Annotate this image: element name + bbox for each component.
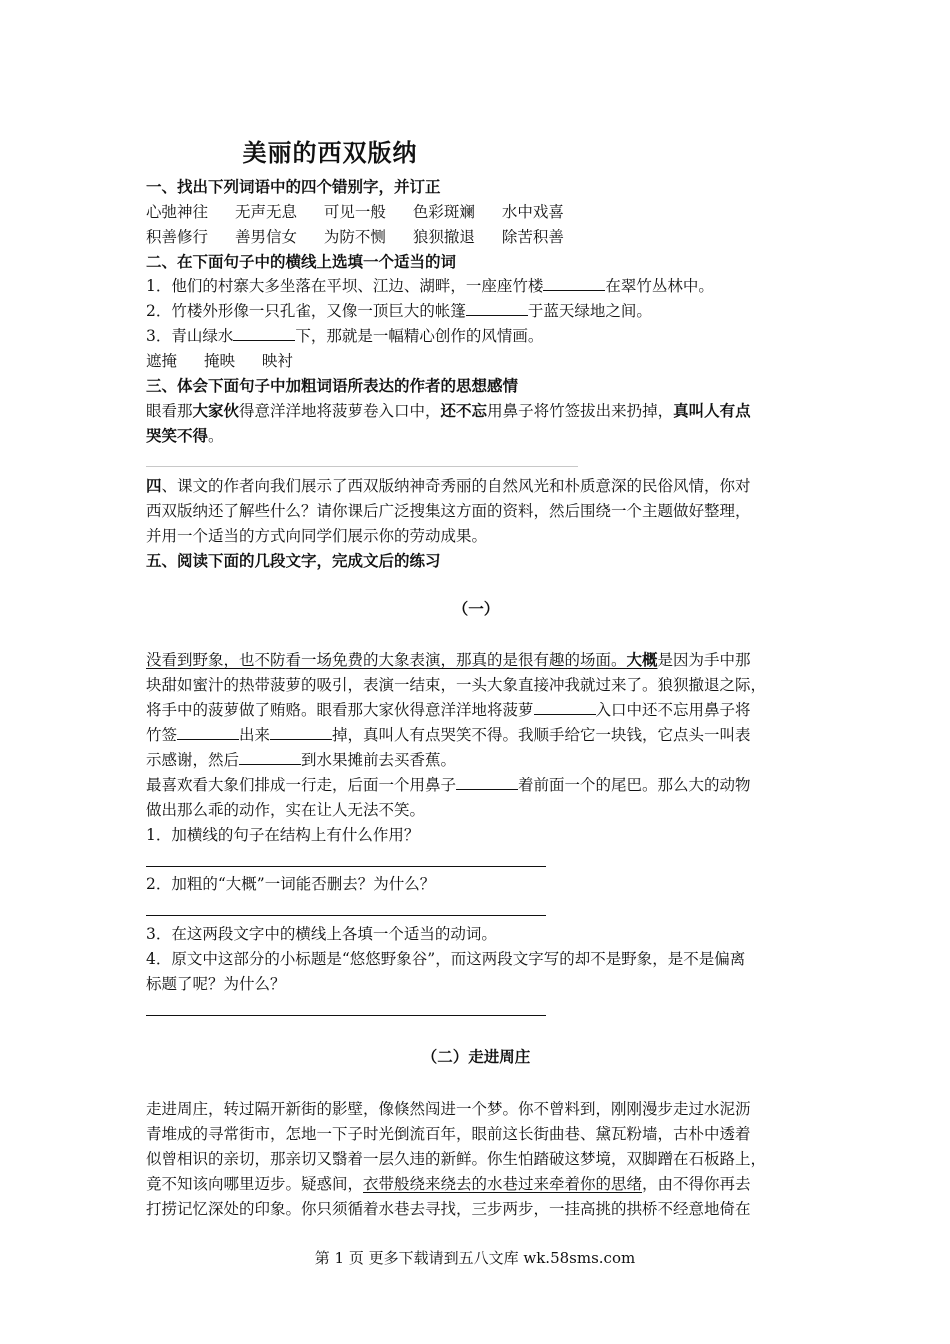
- word: 为防不恻: [323, 228, 386, 246]
- bold-word: 大概: [626, 650, 658, 669]
- passage-line: 做出那么乖的动作，实在让人无法不笑。: [146, 801, 426, 819]
- text: 着前面一个的尾巴。那么大的动物: [518, 776, 751, 794]
- word: 狼狈撤退: [412, 228, 475, 246]
- question-line: [146, 276, 714, 296]
- section-4-line: [146, 476, 751, 496]
- text: 出来: [239, 726, 271, 744]
- page-footer: 第 1 页 更多下载请到五八文库 wk.58sms.com: [314, 1249, 636, 1267]
- part-2-title: （二）走进周庄: [421, 1047, 531, 1066]
- section-4-line: 并用一个适当的方式向同学们展示你的劳动成果。: [146, 527, 488, 545]
- word: 可见一般: [323, 203, 386, 221]
- question-text: 于蓝天绿地之间。: [527, 302, 652, 320]
- passage-line: [146, 650, 751, 670]
- question-4-cont: 标题了呢？为什么？: [146, 975, 286, 993]
- passage-line: 青堆成的寻常街市，怎地一下子时光倒流百年，眼前这长街曲巷、黛瓦粉墙，古朴中透着: [146, 1125, 751, 1143]
- question-line: [146, 301, 652, 321]
- word: 无声无息: [234, 203, 297, 221]
- passage-line: [146, 401, 751, 421]
- bold-word: 哭笑不得: [146, 426, 209, 445]
- text: 到水果摊前去买香蕉。: [301, 751, 457, 769]
- bold-word: 大家伙: [192, 401, 240, 420]
- bold-word: 还不忘: [440, 401, 488, 420]
- bold-word: 真叫人有点: [673, 401, 751, 420]
- word: 色彩斑斓: [412, 203, 475, 221]
- text: 竹签: [146, 726, 178, 744]
- question-text: 3．青山绿水: [146, 327, 234, 345]
- fill-blank[interactable]: [466, 301, 528, 316]
- option: 映衬: [261, 352, 293, 370]
- fill-blank[interactable]: [239, 750, 301, 765]
- section-4-line: 西双版纳还了解些什么？请你课后广泛搜集这方面的资料，然后围绕一个主题做好整理，: [146, 502, 751, 520]
- text: 眼看那: [146, 402, 193, 420]
- answer-line[interactable]: [146, 466, 578, 467]
- text: ，由不得你再去: [642, 1175, 751, 1193]
- text: 得意洋洋地将菠萝卷入口中，: [239, 402, 441, 420]
- section-4-label: 四: [146, 476, 162, 495]
- text: 最喜欢看大象们排成一行走，后面一个用鼻子: [146, 776, 457, 794]
- text: 。: [208, 427, 224, 445]
- word-row-1: [146, 202, 586, 222]
- underlined-sentence: 没看到野象，也不防看一场免费的大象表演，那真的是很有趣的场面。: [146, 651, 627, 669]
- word: 水中戏喜: [501, 203, 564, 221]
- text: 竟不知该向哪里迈步。疑惑间，: [146, 1175, 364, 1193]
- question-text: 下，那就是一幅精心创作的风情画。: [295, 327, 544, 345]
- fill-blank[interactable]: [233, 326, 295, 341]
- question-text: 1．他们的村寨大多坐落在平坝、江边、湖畔，一座座竹楼: [146, 277, 544, 295]
- passage-line: [146, 775, 751, 795]
- passage-line: [146, 1174, 751, 1194]
- question-line: [146, 326, 543, 346]
- passage-line: [146, 426, 224, 446]
- text: 将手中的菠萝做了贿赂。眼看那大家伙得意洋洋地将菠萝: [146, 701, 534, 719]
- answer-line[interactable]: [146, 915, 546, 916]
- fill-blank[interactable]: [270, 725, 332, 740]
- fill-blank[interactable]: [177, 725, 239, 740]
- text: 、课文的作者向我们展示了西双版纳神奇秀丽的自然风光和朴质意深的民俗风情，你对: [161, 477, 751, 495]
- fill-blank[interactable]: [543, 276, 605, 291]
- section-3-heading: 三、体会下面句子中加粗词语所表达的作者的思想感情: [146, 376, 519, 395]
- word: 积善修行: [146, 228, 209, 246]
- fill-blank[interactable]: [534, 700, 596, 715]
- word-row-2: [146, 227, 586, 247]
- passage-line: [146, 750, 456, 770]
- option: 遮掩: [146, 352, 178, 370]
- passage-line: 打捞记忆深处的印象。你只须循着水巷去寻找，三步两步，一挂高挑的拱桥不经意地倚在: [146, 1200, 751, 1218]
- question-3: 3．在这两段文字中的横线上各填一个适当的动词。: [146, 925, 497, 943]
- question-text: 2．竹楼外形像一只孔雀，又像一顶巨大的帐篷: [146, 302, 466, 320]
- question-text: 在翠竹丛林中。: [605, 277, 714, 295]
- part-1-title: （一）: [452, 599, 500, 618]
- page-title: 美丽的西双版纳: [242, 138, 418, 167]
- passage-line: 走进周庄，转过隔开新街的影壁，像倏然闯进一个梦。你不曾料到，刚刚漫步走过水泥沥: [146, 1100, 751, 1118]
- passage-line: 似曾相识的亲切，那亲切又翳着一层久违的新鲜。你生怕踏破这梦境，双脚蹭在石板路上，: [146, 1150, 767, 1168]
- option-words: [146, 351, 315, 371]
- question-1: 1．加横线的句子在结构上有什么作用？: [146, 826, 420, 844]
- section-2-heading: 二、在下面句子中的横线上选填一个适当的词: [146, 252, 457, 271]
- section-1-heading: 一、找出下列词语中的四个错别字，并订正: [146, 177, 441, 196]
- passage-line: [146, 725, 751, 745]
- fill-blank[interactable]: [456, 775, 518, 790]
- passage-line: [146, 700, 751, 720]
- text: 用鼻子将竹签拔出来扔掉，: [487, 402, 674, 420]
- answer-line[interactable]: [146, 1015, 546, 1016]
- word: 善男信女: [234, 228, 297, 246]
- passage-line: 块甜如蜜汁的热带菠萝的吸引，表演一结束，一头大象直接冲我就过来了。狼狈撤退之际，: [146, 676, 767, 694]
- word: 除苦积善: [501, 228, 564, 246]
- text: 示感谢，然后: [146, 751, 240, 769]
- text: 掉，真叫人有点哭笑不得。我顺手给它一块钱，它点头一叫表: [332, 726, 751, 744]
- option: 掩映: [203, 352, 235, 370]
- underlined-sentence: 衣带般绕来绕去的水巷过来牵着你的思绪: [363, 1175, 643, 1193]
- question-2: 2．加粗的“大概”一词能否删去？为什么？: [146, 875, 436, 893]
- text: 是因为手中那: [657, 651, 751, 669]
- section-5-heading: 五、阅读下面的几段文字，完成文后的练习: [146, 551, 441, 570]
- answer-line[interactable]: [146, 866, 546, 867]
- question-4: 4．原文中这部分的小标题是“悠悠野象谷”，而这两段文字写的却不是野象，是不是偏离: [146, 950, 746, 968]
- text: 入口中还不忘用鼻子将: [595, 701, 751, 719]
- word: 心弛神往: [146, 203, 209, 221]
